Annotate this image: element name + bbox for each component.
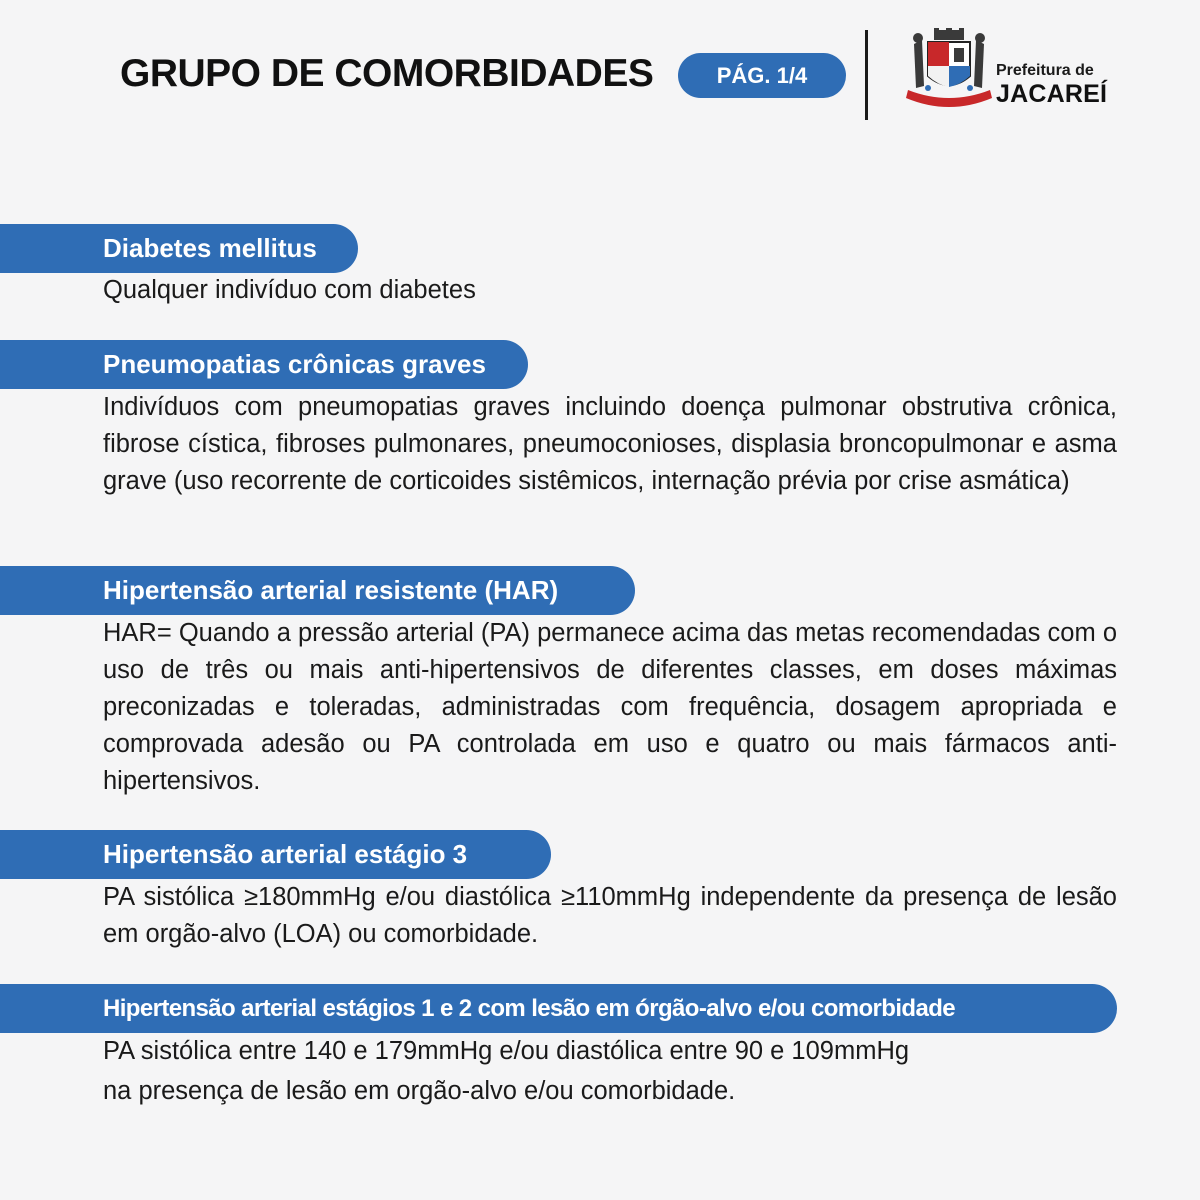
header-divider (865, 30, 868, 120)
section-body: Indivíduos com pneumopatias graves incluindo doença pulmonar obstrutiva crônica, fibrose cística, fibroses pulmonares, pneumoconioses, displasia broncopulmonar e asma grave (uso recorrente de corticoides sistêmicos, internação prévia por crise asmática) (103, 393, 1117, 495)
section-har (0, 566, 635, 615)
page-indicator-badge: PÁG. 1/4 (678, 53, 846, 98)
section-header: Hipertensão arterial estágios 1 e 2 com lesão em órgão-alvo e/ou comorbidade (0, 984, 1117, 1033)
section-body: PA sistólica ≥180mmHg e/ou diastólica ≥110mmHg independente da presença de lesão em orgão-alvo (LOA) ou comorbidade. (103, 883, 1117, 948)
section-header: Diabetes mellitus (0, 224, 358, 273)
section-diabetes (0, 224, 358, 273)
section-body: Qualquer indivíduo com diabetes (103, 276, 476, 304)
section-header: Hipertensão arterial resistente (HAR) (0, 566, 635, 615)
brand-name (996, 63, 1107, 107)
brand-line-2: JACAREÍ (996, 80, 1108, 108)
section-pneumopatias (0, 340, 528, 389)
page-title: GRUPO DE COMORBIDADES (120, 52, 654, 95)
section-body: HAR= Quando a pressão arterial (PA) permanece acima das metas recomendadas com o uso de três ou mais anti-hipertensivos de diferentes classes, em doses máximas preconizadas e toleradas, administradas com frequência, dosagem apropriada e comprovada adesão ou PA controlada em uso e quatro ou mais fármacos anti-hipertensivos. (103, 619, 1117, 795)
section-body-line: na presença de lesão em orgão-alvo e/ou comorbidade. (103, 1077, 736, 1105)
section-header: Pneumopatias crônicas graves (0, 340, 528, 389)
coat-of-arms-icon (904, 26, 994, 112)
brand-line-1: Prefeitura de (996, 62, 1094, 79)
section-estagio-3 (0, 830, 551, 879)
section-body (103, 1033, 1117, 1110)
section-estagios-1-2 (0, 984, 1117, 1033)
section-body-line: PA sistólica entre 140 e 179mmHg e/ou diastólica entre 90 e 109mmHg (103, 1037, 910, 1065)
section-header: Hipertensão arterial estágio 3 (0, 830, 551, 879)
